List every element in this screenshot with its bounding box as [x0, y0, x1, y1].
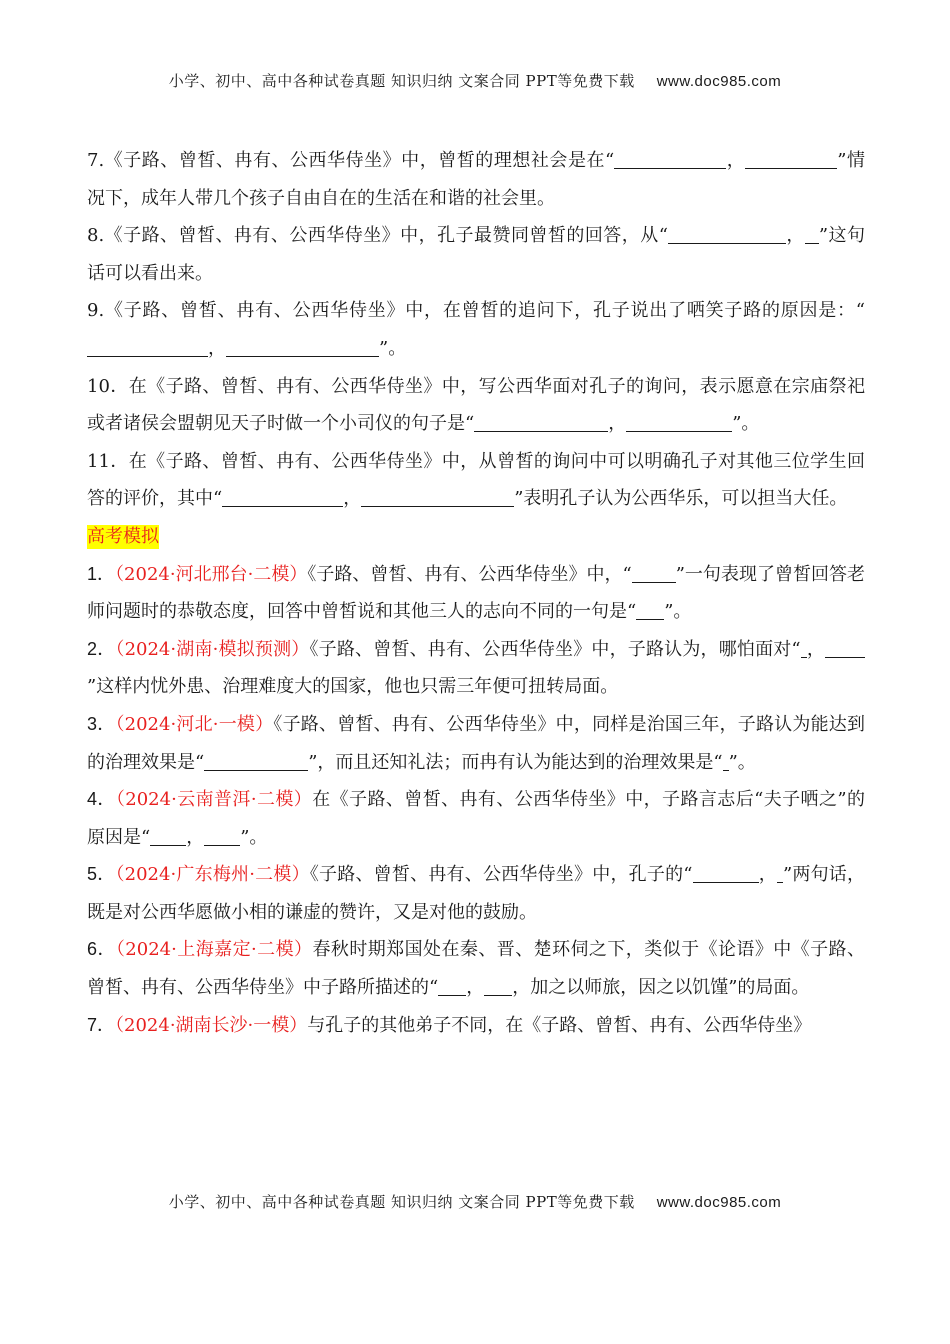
- question-source: （2024·上海嘉定·二模）: [115, 939, 313, 961]
- answer-blank[interactable]: [150, 825, 186, 846]
- mock-question-1: 1．（2024·河北邢台·二模）《子路、曾皙、冉有、公西华侍坐》中，“ ”一句表现了曾皙回答老师问题时的恭敬态度，回答中曾皙说和其他三人的志向不同的一句是“ ”。: [87, 563, 865, 623]
- question-source: （2024·河北·一模）: [115, 713, 274, 735]
- section-title-row: [87, 518, 865, 556]
- question-11: 11．在《子路、曾皙、冉有、公西华侍坐》中，从曾皙的询问中可以明确孔子对其他三位学生回答的评价，其中“ ， ”表明孔子认为公西华乐，可以担当大任。: [87, 450, 865, 510]
- answer-blank[interactable]: [614, 148, 726, 169]
- mock-question-6: 6．（2024·上海嘉定·二模）春秋时期郑国处在秦、晋、楚环伺之下，类似于《论语》中《子路、曾皙、冉有、公西华侍坐》中子路所描述的“ ， ，加之以师旅，因之以饥馑”的局面。: [87, 939, 865, 999]
- page-footer: [0, 1191, 950, 1212]
- answer-blank[interactable]: [825, 637, 865, 658]
- section-title: 高考模拟: [87, 525, 159, 547]
- answer-blank[interactable]: [204, 825, 240, 846]
- header-text: 小学、初中、高中各种试卷真题 知识归纳 文案合同 PPT等免费下载: [168, 72, 635, 90]
- question-source: （2024·湖南长沙·一模）: [115, 1014, 308, 1036]
- answer-blank[interactable]: [361, 486, 514, 507]
- question-source: （2024·云南普洱·二模）: [115, 789, 313, 811]
- footer-text: 小学、初中、高中各种试卷真题 知识归纳 文案合同 PPT等免费下载: [168, 1193, 635, 1211]
- mock-question-5: 5．（2024·广东梅州·二模）《子路、曾皙、冉有、公西华侍坐》中，孔子的“ ， ”两句话，既是对公西华愿做小相的谦虚的赞许，又是对他的鼓励。: [87, 864, 866, 923]
- header-site: www.doc985.com: [656, 73, 782, 90]
- answer-blank[interactable]: [438, 975, 466, 996]
- answer-blank[interactable]: [626, 411, 732, 432]
- question-9: 9.《子路、曾皙、冉有、公西华侍坐》中，在曾皙的追问下，孔子说出了哂笑子路的原因是：“， ”。: [87, 300, 865, 359]
- answer-blank[interactable]: [87, 336, 208, 357]
- question-source: （2024·广东梅州·二模）: [115, 864, 310, 886]
- page-header: [0, 70, 950, 91]
- answer-blank[interactable]: [632, 562, 676, 583]
- question-source: （2024·河北邢台·二模）: [115, 563, 308, 585]
- mock-question-4: 4．（2024·云南普洱·二模）在《子路、曾皙、冉有、公西华侍坐》中，子路言志后“夫子哂之”的原因是“ ， ”。: [87, 789, 865, 848]
- answer-blank[interactable]: [745, 148, 837, 169]
- answer-blank[interactable]: [636, 599, 664, 620]
- answer-blank[interactable]: [805, 223, 819, 244]
- answer-blank[interactable]: [204, 750, 308, 771]
- footer-site: www.doc985.com: [656, 1194, 782, 1211]
- question-10: 10．在《子路、曾皙、冉有、公西华侍坐》中，写公西华面对孔子的询问，表示愿意在宗庙祭祀或者诸侯会盟朝见天子时做一个小司仪的句子是“ ， ”。: [87, 375, 865, 435]
- question-8: 8.《子路、曾皙、冉有、公西华侍坐》中，孔子最赞同曾皙的回答，从“ ， ”这句话可以看出来。: [87, 225, 866, 284]
- document-body: [87, 142, 865, 1044]
- mock-question-7: 7．（2024·湖南长沙·一模）与孔子的其他弟子不同，在《子路、曾皙、冉有、公西华侍坐》: [87, 1014, 812, 1036]
- question-7: 7.《子路、曾皙、冉有、公西华侍坐》中，曾皙的理想社会是在“ ， ”情况下，成年人带几个孩子自由自在的生活在和谐的社会里。: [87, 150, 866, 209]
- answer-blank[interactable]: [474, 411, 608, 432]
- question-source: （2024·湖南·模拟预测）: [115, 638, 310, 660]
- answer-blank[interactable]: [668, 223, 786, 244]
- answer-blank[interactable]: [226, 336, 379, 357]
- answer-blank[interactable]: [693, 862, 759, 883]
- answer-blank[interactable]: [484, 975, 512, 996]
- mock-question-2: 2．（2024·湖南·模拟预测）《子路、曾皙、冉有、公西华侍坐》中，子路认为，哪怕面对“ ，”这样内忧外患、治理难度大的国家，他也只需三年便可扭转局面。: [87, 631, 865, 706]
- mock-question-3: 3．（2024·河北·一模）《子路、曾皙、冉有、公西华侍坐》中，同样是治国三年，子路认为能达到的治理效果是“ ”，而且还知礼法；而冉有认为能达到的治理效果是“ ”。: [87, 713, 865, 773]
- answer-blank[interactable]: [222, 486, 343, 507]
